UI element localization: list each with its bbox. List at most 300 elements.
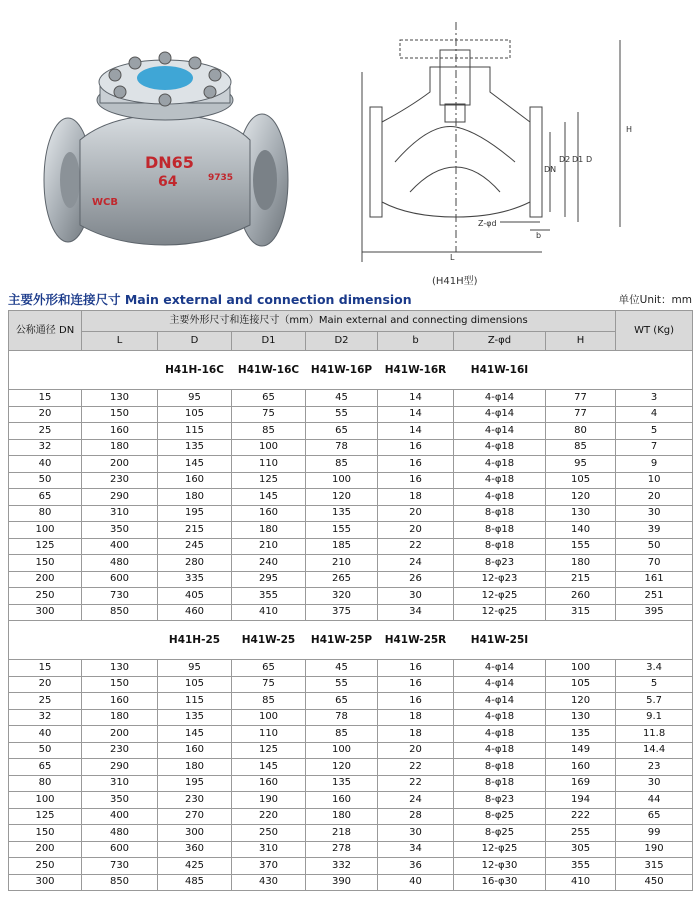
table-cell: 75 — [232, 406, 306, 423]
table-cell: 4-φ14 — [454, 390, 546, 407]
table-cell: 200 — [9, 571, 82, 588]
table-cell: 8-φ23 — [454, 792, 546, 809]
table-cell: 5 — [616, 423, 693, 440]
table-cell: 150 — [9, 825, 82, 842]
table-cell: 100 — [9, 522, 82, 539]
table-cell: 4-φ18 — [454, 742, 546, 759]
cast-mark-dn: DN65 — [145, 153, 194, 172]
table-cell: 28 — [378, 808, 454, 825]
table-cell: 195 — [158, 775, 232, 792]
table-cell: 5 — [616, 676, 693, 693]
table-cell: 26 — [378, 571, 454, 588]
header-d: D — [158, 332, 232, 351]
table-cell: 150 — [9, 555, 82, 572]
table-cell: 180 — [306, 808, 378, 825]
label-b: b — [536, 231, 542, 240]
table-cell: 450 — [616, 874, 693, 891]
model-code: H41W-16P — [306, 351, 378, 390]
table-cell: 8-φ18 — [454, 522, 546, 539]
table-row — [9, 759, 693, 776]
table-cell: 480 — [82, 825, 158, 842]
model-code: H41W-25I — [454, 621, 546, 660]
table-cell: 4-φ14 — [454, 676, 546, 693]
table-cell: 24 — [378, 792, 454, 809]
table-cell: 265 — [306, 571, 378, 588]
table-cell: 180 — [158, 489, 232, 506]
table-cell: 100 — [232, 709, 306, 726]
table-cell: 8-φ25 — [454, 825, 546, 842]
table-cell: 8-φ18 — [454, 505, 546, 522]
table-row — [9, 792, 693, 809]
table-cell: 16 — [378, 693, 454, 710]
table-cell: 215 — [158, 522, 232, 539]
drawing-caption: (H41H型) — [432, 276, 478, 287]
table-cell: 95 — [546, 456, 616, 473]
table-cell: 78 — [306, 439, 378, 456]
table-cell: 135 — [158, 439, 232, 456]
table-cell: 34 — [378, 841, 454, 858]
table-cell: 115 — [158, 423, 232, 440]
table-cell: 8-φ18 — [454, 759, 546, 776]
valve-section-drawing — [350, 12, 650, 274]
table-row — [9, 604, 693, 621]
model-code: H41W-16I — [454, 351, 546, 390]
table-cell: 300 — [9, 604, 82, 621]
table-cell: 30 — [616, 775, 693, 792]
table-cell: 32 — [9, 439, 82, 456]
table-row — [9, 522, 693, 539]
table-cell: 11.8 — [616, 726, 693, 743]
table-cell: 120 — [306, 489, 378, 506]
table-cell: 310 — [82, 775, 158, 792]
table-cell: 180 — [82, 439, 158, 456]
table-cell: 105 — [158, 676, 232, 693]
table-cell: 130 — [82, 390, 158, 407]
table-cell: 75 — [232, 676, 306, 693]
table-cell: 278 — [306, 841, 378, 858]
table-row — [9, 726, 693, 743]
table-cell: 12-φ25 — [454, 604, 546, 621]
table-cell: 155 — [306, 522, 378, 539]
table-cell: 50 — [9, 472, 82, 489]
table-cell: 30 — [616, 505, 693, 522]
table-row — [9, 588, 693, 605]
table-cell: 400 — [82, 808, 158, 825]
table-row — [9, 874, 693, 891]
table-cell: 315 — [546, 604, 616, 621]
table-cell: 215 — [546, 571, 616, 588]
table-cell: 36 — [378, 858, 454, 875]
model-code: H41H-16C — [158, 351, 232, 390]
model-code: H41W-25R — [378, 621, 454, 660]
table-row — [9, 742, 693, 759]
table-cell: 200 — [82, 726, 158, 743]
table-cell: 95 — [158, 660, 232, 677]
table-cell: 190 — [232, 792, 306, 809]
table-cell: 4-φ14 — [454, 406, 546, 423]
table-cell: 18 — [378, 726, 454, 743]
table-cell: 130 — [82, 660, 158, 677]
table-cell: 400 — [82, 538, 158, 555]
table-row — [9, 841, 693, 858]
table-cell: 5.7 — [616, 693, 693, 710]
table-cell: 25 — [9, 693, 82, 710]
table-cell: 65 — [616, 808, 693, 825]
table-cell: 240 — [232, 555, 306, 572]
table-cell: 50 — [9, 742, 82, 759]
table-cell: 95 — [158, 390, 232, 407]
table-cell: 40 — [9, 456, 82, 473]
table-cell: 10 — [616, 472, 693, 489]
table-row — [9, 808, 693, 825]
table-cell: 220 — [232, 808, 306, 825]
valve-photo — [40, 30, 290, 258]
table-cell: 16 — [378, 456, 454, 473]
table-row — [9, 538, 693, 555]
table-cell: 4-φ18 — [454, 439, 546, 456]
table-cell: 125 — [232, 472, 306, 489]
header-b: b — [378, 332, 454, 351]
table-row — [9, 775, 693, 792]
header-d1: D1 — [232, 332, 306, 351]
table-cell: 251 — [616, 588, 693, 605]
label-d: D — [586, 155, 593, 164]
table-cell: 135 — [546, 726, 616, 743]
table-row — [9, 505, 693, 522]
table-row — [9, 676, 693, 693]
table-cell: 145 — [158, 456, 232, 473]
table-cell: 30 — [378, 825, 454, 842]
table-cell: 18 — [378, 489, 454, 506]
table-cell: 4-φ18 — [454, 489, 546, 506]
table-cell: 250 — [9, 858, 82, 875]
table-cell: 14.4 — [616, 742, 693, 759]
table-cell: 45 — [306, 660, 378, 677]
table-cell: 850 — [82, 874, 158, 891]
table-cell: 4 — [616, 406, 693, 423]
table-cell: 8-φ18 — [454, 538, 546, 555]
table-cell: 375 — [306, 604, 378, 621]
table-cell: 3 — [616, 390, 693, 407]
table-cell: 355 — [232, 588, 306, 605]
table-cell: 65 — [306, 693, 378, 710]
table-cell: 3.4 — [616, 660, 693, 677]
table-cell: 395 — [616, 604, 693, 621]
table-cell: 305 — [546, 841, 616, 858]
model-code: H41W-25P — [306, 621, 378, 660]
table-cell: 180 — [232, 522, 306, 539]
table-cell: 180 — [158, 759, 232, 776]
table-cell: 145 — [158, 726, 232, 743]
table-cell: 160 — [158, 472, 232, 489]
table-cell: 332 — [306, 858, 378, 875]
table-cell: 16 — [378, 676, 454, 693]
table-cell: 410 — [232, 604, 306, 621]
table-cell: 44 — [616, 792, 693, 809]
table-cell: 200 — [82, 456, 158, 473]
table-cell: 135 — [158, 709, 232, 726]
table-cell: 22 — [378, 759, 454, 776]
table-cell: 12-φ25 — [454, 588, 546, 605]
table-cell: 150 — [82, 676, 158, 693]
table-cell: 160 — [306, 792, 378, 809]
cast-mark-number: 9735 — [208, 173, 234, 183]
table-cell: 315 — [616, 858, 693, 875]
table-cell: 250 — [232, 825, 306, 842]
table-cell: 22 — [378, 538, 454, 555]
table-cell: 120 — [546, 693, 616, 710]
table-row — [9, 423, 693, 440]
table-cell: 360 — [158, 841, 232, 858]
table-cell: 4-φ18 — [454, 726, 546, 743]
table-cell: 16 — [378, 439, 454, 456]
table-cell: 195 — [158, 505, 232, 522]
table-cell: 485 — [158, 874, 232, 891]
table-cell: 65 — [232, 390, 306, 407]
table-cell: 169 — [546, 775, 616, 792]
table-cell: 100 — [9, 792, 82, 809]
table-cell: 230 — [158, 792, 232, 809]
table-cell: 100 — [306, 472, 378, 489]
table-cell: 99 — [616, 825, 693, 842]
table-cell: 23 — [616, 759, 693, 776]
table-cell: 80 — [9, 775, 82, 792]
table-cell: 4-φ14 — [454, 693, 546, 710]
table-row — [9, 472, 693, 489]
table-cell: 8-φ25 — [454, 808, 546, 825]
table-cell: 4-φ18 — [454, 456, 546, 473]
header-dn: 公称通径 DN — [9, 311, 82, 351]
table-cell: 125 — [9, 538, 82, 555]
table-cell: 55 — [306, 676, 378, 693]
label-d2: D2 — [559, 155, 571, 164]
table-cell: 105 — [546, 676, 616, 693]
table-cell: 140 — [546, 522, 616, 539]
table-cell: 100 — [546, 660, 616, 677]
unit-label: 单位Unit：mm — [618, 294, 692, 306]
table-cell: 40 — [9, 726, 82, 743]
label-d1: D1 — [572, 155, 584, 164]
table-cell: 115 — [158, 693, 232, 710]
table-cell: 125 — [9, 808, 82, 825]
table-body — [9, 351, 693, 891]
table-cell: 145 — [232, 759, 306, 776]
table-cell: 7 — [616, 439, 693, 456]
table-cell: 160 — [82, 693, 158, 710]
table-cell: 4-φ18 — [454, 709, 546, 726]
table-cell: 730 — [82, 858, 158, 875]
table-row — [9, 571, 693, 588]
table-cell: 180 — [546, 555, 616, 572]
table-cell: 4-φ14 — [454, 423, 546, 440]
table-cell: 730 — [82, 588, 158, 605]
table-cell: 30 — [378, 588, 454, 605]
table-cell: 222 — [546, 808, 616, 825]
table-cell: 65 — [232, 660, 306, 677]
table-cell: 45 — [306, 390, 378, 407]
table-cell: 130 — [546, 505, 616, 522]
table-cell: 4-φ14 — [454, 660, 546, 677]
table-cell: 32 — [9, 709, 82, 726]
table-cell: 230 — [82, 742, 158, 759]
table-cell: 310 — [232, 841, 306, 858]
table-cell: 100 — [232, 439, 306, 456]
table-cell: 218 — [306, 825, 378, 842]
label-h: H — [626, 125, 633, 134]
table-cell: 210 — [232, 538, 306, 555]
table-cell: 85 — [232, 693, 306, 710]
table-cell: 24 — [378, 555, 454, 572]
table-row — [9, 660, 693, 677]
table-cell: 78 — [306, 709, 378, 726]
table-cell: 14 — [378, 423, 454, 440]
table-cell: 85 — [306, 456, 378, 473]
table-row — [9, 439, 693, 456]
table-cell: 16 — [378, 472, 454, 489]
table-row — [9, 390, 693, 407]
table-cell: 14 — [378, 390, 454, 407]
table-cell: 150 — [82, 406, 158, 423]
section-header — [8, 290, 692, 308]
table-cell: 390 — [306, 874, 378, 891]
table-cell: 9 — [616, 456, 693, 473]
table-cell: 12-φ25 — [454, 841, 546, 858]
table-cell: 125 — [232, 742, 306, 759]
table-cell: 185 — [306, 538, 378, 555]
product-figure-area — [0, 0, 700, 286]
label-dn: DN — [544, 165, 557, 174]
table-cell: 290 — [82, 759, 158, 776]
table-cell: 425 — [158, 858, 232, 875]
table-cell: 18 — [378, 709, 454, 726]
table-cell: 20 — [378, 505, 454, 522]
table-cell: 355 — [546, 858, 616, 875]
table-cell: 20 — [378, 522, 454, 539]
label-l: L — [450, 253, 455, 262]
table-cell: 135 — [306, 775, 378, 792]
table-cell: 34 — [378, 604, 454, 621]
table-cell: 295 — [232, 571, 306, 588]
table-cell: 20 — [9, 676, 82, 693]
table-cell: 16 — [378, 660, 454, 677]
table-cell: 270 — [158, 808, 232, 825]
table-cell: 160 — [158, 742, 232, 759]
table-cell: 480 — [82, 555, 158, 572]
model-code: H41W-16R — [378, 351, 454, 390]
table-cell: 9.1 — [616, 709, 693, 726]
table-cell: 8-φ18 — [454, 775, 546, 792]
model-row-spacer — [546, 351, 693, 390]
table-cell: 370 — [232, 858, 306, 875]
model-code: H41W-16C — [232, 351, 306, 390]
table-cell: 430 — [232, 874, 306, 891]
table-cell: 8-φ23 — [454, 555, 546, 572]
table-cell: 85 — [546, 439, 616, 456]
table-cell: 300 — [158, 825, 232, 842]
table-cell: 110 — [232, 456, 306, 473]
table-cell: 80 — [9, 505, 82, 522]
table-cell: 160 — [232, 505, 306, 522]
model-row-spacer — [9, 351, 158, 390]
model-code: H41W-25 — [232, 621, 306, 660]
table-cell: 105 — [158, 406, 232, 423]
dimension-table — [8, 310, 693, 891]
table-cell: 77 — [546, 390, 616, 407]
table-cell: 460 — [158, 604, 232, 621]
model-code: H41H-25 — [158, 621, 232, 660]
table-row — [9, 489, 693, 506]
table-cell: 410 — [546, 874, 616, 891]
table-cell: 100 — [306, 742, 378, 759]
header-wt: WT (Kg) — [616, 311, 693, 351]
table-row — [9, 456, 693, 473]
table-cell: 85 — [306, 726, 378, 743]
table-cell: 145 — [232, 489, 306, 506]
table-cell: 200 — [9, 841, 82, 858]
table-cell: 12-φ23 — [454, 571, 546, 588]
table-cell: 25 — [9, 423, 82, 440]
table-cell: 20 — [9, 406, 82, 423]
table-cell: 120 — [546, 489, 616, 506]
table-cell: 65 — [9, 759, 82, 776]
table-cell: 85 — [232, 423, 306, 440]
table-cell: 280 — [158, 555, 232, 572]
table-cell: 155 — [546, 538, 616, 555]
section-title: 主要外形和连接尺寸 Main external and connection dimension — [8, 292, 412, 307]
table-row — [9, 858, 693, 875]
table-cell: 350 — [82, 522, 158, 539]
table-cell: 55 — [306, 406, 378, 423]
table-cell: 850 — [82, 604, 158, 621]
table-cell: 160 — [82, 423, 158, 440]
table-cell: 50 — [616, 538, 693, 555]
table-cell: 20 — [378, 742, 454, 759]
table-cell: 320 — [306, 588, 378, 605]
table-cell: 105 — [546, 472, 616, 489]
table-cell: 110 — [232, 726, 306, 743]
table-cell: 160 — [546, 759, 616, 776]
header-group: 主要外形尺寸和连接尺寸（mm）Main external and connecting dimensions — [82, 311, 616, 332]
table-cell: 40 — [378, 874, 454, 891]
table-cell: 161 — [616, 571, 693, 588]
table-row — [9, 709, 693, 726]
table-row — [9, 406, 693, 423]
table-cell: 135 — [306, 505, 378, 522]
table-cell: 290 — [82, 489, 158, 506]
table-cell: 194 — [546, 792, 616, 809]
table-cell: 350 — [82, 792, 158, 809]
model-row-spacer — [546, 621, 693, 660]
table-cell: 70 — [616, 555, 693, 572]
table-cell: 190 — [616, 841, 693, 858]
header-d2: D2 — [306, 332, 378, 351]
model-row — [9, 351, 693, 390]
table-cell: 160 — [232, 775, 306, 792]
table-cell: 15 — [9, 660, 82, 677]
model-row — [9, 621, 693, 660]
table-cell: 405 — [158, 588, 232, 605]
table-cell: 65 — [9, 489, 82, 506]
table-cell: 80 — [546, 423, 616, 440]
label-zd: Z-φd — [478, 219, 497, 228]
table-row — [9, 825, 693, 842]
table-cell: 600 — [82, 571, 158, 588]
model-row-spacer — [9, 621, 158, 660]
table-cell: 120 — [306, 759, 378, 776]
table-cell: 310 — [82, 505, 158, 522]
table-cell: 600 — [82, 841, 158, 858]
table-cell: 300 — [9, 874, 82, 891]
